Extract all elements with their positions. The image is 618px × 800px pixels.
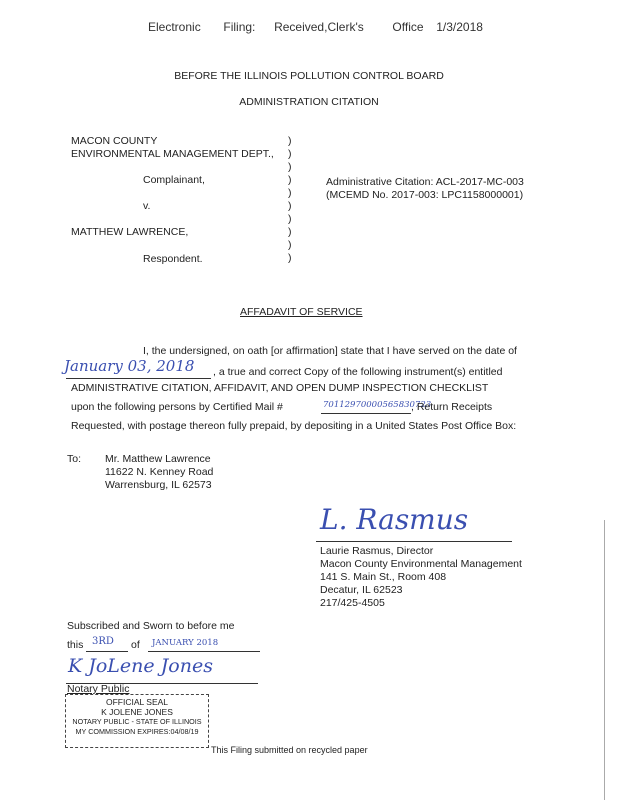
signer-name-title: Laurie Rasmus, Director — [320, 545, 434, 557]
served-date-handwritten: January 03, 2018 — [64, 357, 195, 375]
seal-expiration: MY COMMISSION EXPIRES:04/08/19 — [75, 726, 199, 736]
signature-line — [316, 541, 512, 542]
caption-paren: ) — [288, 252, 292, 264]
affidavit-line-4-pre: upon the following persons by Certified Mail # — [71, 401, 283, 413]
caption-paren: ) — [288, 174, 292, 186]
caption-paren: ) — [288, 161, 292, 173]
complainant-name-2: ENVIRONMENTAL MANAGEMENT DEPT., — [71, 148, 274, 160]
affidavit-line-4-post: , Return Receipts — [411, 401, 493, 413]
complainant-name-1: MACON COUNTY — [71, 135, 158, 147]
affidavit-line-5: Requested, with postage thereon fully prepaid, by depositing in a United States Post Office Box: — [71, 420, 517, 432]
respondent-name: MATTHEW LAWRENCE, — [71, 226, 189, 238]
document-type: ADMINISTRATION CITATION — [239, 96, 379, 108]
complainant-label: Complainant, — [143, 174, 205, 186]
notary-month-underline — [148, 651, 260, 652]
footer-note: This Filing submitted on recycled paper — [211, 745, 368, 755]
caption-paren: ) — [288, 226, 292, 238]
caption-paren: ) — [288, 239, 292, 251]
header-received: Received,Clerk's — [274, 20, 364, 34]
board-title: BEFORE THE ILLINOIS POLLUTION CONTROL BOARD — [174, 70, 444, 82]
page-edge-shadow — [604, 520, 605, 800]
caption-paren: ) — [288, 213, 292, 225]
caption-paren: ) — [288, 148, 292, 160]
caption-paren: ) — [288, 187, 292, 199]
recipient-city: Warrensburg, IL 62573 — [105, 479, 212, 491]
notary-seal — [65, 694, 209, 748]
notary-month-year: JANUARY 2018 — [152, 638, 219, 648]
director-signature: L. Rasmus — [320, 503, 469, 536]
to-label: To: — [67, 453, 82, 465]
certified-mail-number: 70112970000565830723 — [323, 400, 432, 410]
notary-signature: K JoLene Jones — [68, 655, 213, 677]
notary-day: 3RD — [92, 636, 114, 647]
affidavit-title: AFFADAVIT OF SERVICE — [240, 306, 363, 318]
signer-street: 141 S. Main St., Room 408 — [320, 571, 447, 583]
caption-paren: ) — [288, 200, 292, 212]
notary-day-underline — [86, 651, 128, 652]
notary-of-label: of — [131, 639, 140, 651]
affidavit-line-2: , a true and correct Copy of the following instrument(s) entitled — [213, 366, 503, 378]
header-date: 1/3/2018 — [436, 20, 483, 34]
affidavit-line-1: I, the undersigned, on oath [or affirmation] state that I have served on the date of — [143, 345, 517, 357]
filing-header — [148, 20, 483, 34]
versus: v. — [143, 200, 151, 212]
seal-state: NOTARY PUBLIC - STATE OF ILLINOIS — [72, 717, 202, 726]
notary-public-label: Notary Public — [67, 683, 130, 695]
recipient-name: Mr. Matthew Lawrence — [105, 453, 211, 465]
header-electronic: Electronic — [148, 20, 201, 34]
header-filing: Filing: — [223, 20, 256, 34]
recipient-street: 11622 N. Kenney Road — [105, 466, 214, 478]
seal-name: K JOLENE JONES — [101, 706, 173, 717]
mail-number-underline — [321, 413, 411, 414]
caption-paren: ) — [288, 135, 292, 147]
sworn-statement: Subscribed and Sworn to before me — [67, 620, 235, 632]
respondent-label: Respondent. — [143, 253, 203, 265]
signer-city: Decatur, IL 62523 — [320, 584, 403, 596]
seal-title: OFFICIAL SEAL — [105, 697, 169, 707]
served-date-underline — [66, 378, 211, 379]
citation-number: Administrative Citation: ACL-2017-MC-003 — [326, 176, 524, 188]
citation-mcemd-number: (MCEMD No. 2017-003: LPC1158000001) — [326, 189, 524, 201]
notary-this-label: this — [67, 639, 84, 651]
affidavit-line-3: ADMINISTRATIVE CITATION, AFFIDAVIT, AND OPEN DUMP INSPECTION CHECKLIST — [71, 382, 489, 394]
signer-organization: Macon County Environmental Management — [320, 558, 522, 570]
header-office: Office — [392, 20, 424, 34]
signer-phone: 217/425-4505 — [320, 597, 385, 609]
